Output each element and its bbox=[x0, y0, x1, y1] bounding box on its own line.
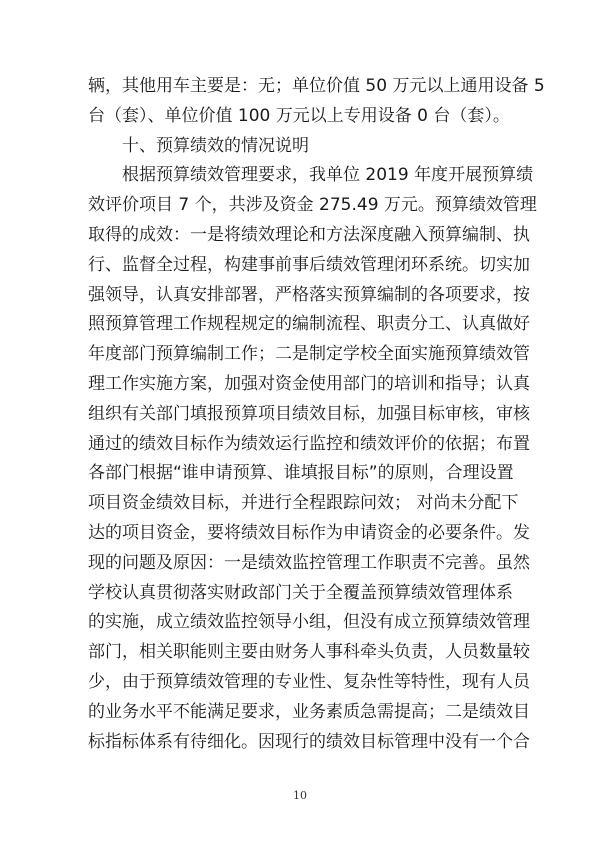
text-line: 取得的成效：一是将绩效理论和方法深度融入预算编制、执 bbox=[88, 224, 530, 245]
text-line: 的实施，成立绩效监控领导小组，但没有成立预算绩效管理 bbox=[88, 612, 530, 633]
page-number: 10 bbox=[293, 789, 307, 802]
text-line: 的业务水平不能满足要求，业务素质急需提高；二是绩效目 bbox=[88, 701, 530, 722]
text-line: 组织有关部门填报预算项目绩效目标，加强目标审核，审核 bbox=[88, 403, 530, 424]
paragraph-first-line: 根据预算绩效管理要求，我单位 2019 年度开展预算绩 bbox=[122, 165, 534, 186]
text-line: 标指标体系有待细化。因现行的绩效目标管理中没有一个合 bbox=[88, 731, 530, 752]
text-line: 强领导，认真安排部署，严格落实预算编制的各项要求，按 bbox=[88, 284, 530, 305]
text-line: 效评价项目 7 个，共涉及资金 275.49 万元。预算绩效管理 bbox=[88, 195, 537, 216]
body-text bbox=[88, 72, 545, 757]
text-line: 年度部门预算编制工作；二是制定学校全面实施预算绩效管 bbox=[88, 344, 530, 365]
section-heading: 十、预算绩效的情况说明 bbox=[122, 135, 309, 156]
text-line: 辆，其他用车主要是：无；单位价值 50 万元以上通用设备 5 bbox=[88, 76, 545, 96]
text-line: 照预算管理工作规程规定的编制流程、职责分工、认真做好 bbox=[88, 314, 530, 335]
text-line: 达的项目资金，要将绩效目标作为申请资金的必要条件。发 bbox=[88, 522, 530, 543]
text-line: 台（套）、单位价值 100 万元以上专用设备 0 台（套）。 bbox=[88, 105, 510, 126]
text-line: 学校认真贯彻落实财政部门关于全覆盖预算绩效管理体系 bbox=[88, 582, 513, 603]
text-line: 部门，相关职能则主要由财务人事科牵头负责，人员数量较 bbox=[88, 642, 530, 663]
text-line: 各部门根据“谁申请预算、谁填报目标”的原则，合理设置 bbox=[88, 463, 514, 484]
text-line: 通过的绩效目标作为绩效运行监控和绩效评价的依据；布置 bbox=[88, 433, 530, 454]
text-line: 行、监督全过程，构建事前事后绩效管理闭环系统。切实加 bbox=[88, 254, 530, 275]
text-line: 少，由于预算绩效管理的专业性、复杂性等特性，现有人员 bbox=[88, 671, 530, 692]
text-line: 现的问题及原因：一是绩效监控管理工作职责不完善。虽然 bbox=[88, 552, 530, 573]
text-line: 理工作实施方案，加强对资金使用部门的培训和指导；认真 bbox=[88, 373, 530, 394]
text-line: 项目资金绩效目标，并进行全程跟踪问效； 对尚未分配下 bbox=[88, 493, 519, 514]
